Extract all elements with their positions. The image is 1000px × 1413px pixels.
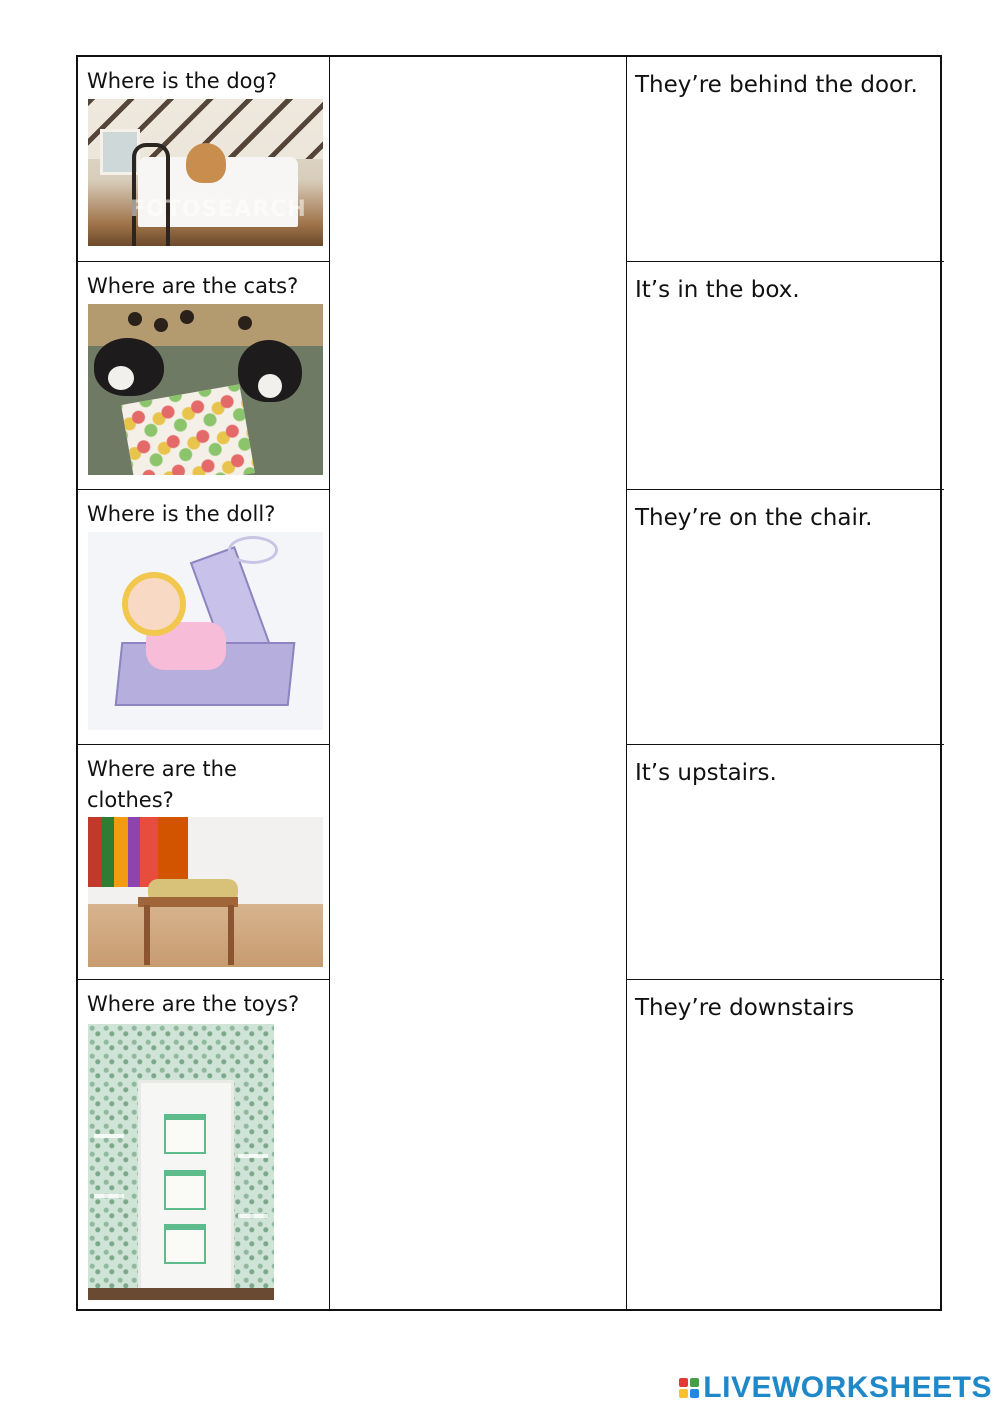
answer-text[interactable]: They’re downstairs bbox=[635, 995, 855, 1021]
column-divider-2 bbox=[626, 57, 627, 1309]
question-text: Where is the dog? bbox=[87, 69, 278, 93]
right-row-divider-2 bbox=[626, 489, 944, 490]
answer-text[interactable]: They’re behind the door. bbox=[635, 72, 918, 98]
question-cell-cats bbox=[78, 262, 329, 489]
question-text: Where are the clothes? bbox=[87, 757, 237, 812]
dog-bedroom-photo bbox=[88, 99, 323, 246]
answer-text[interactable]: They’re on the chair. bbox=[635, 505, 873, 531]
watermark: FOTOSEARCH bbox=[130, 197, 307, 222]
right-row-divider-4 bbox=[626, 979, 944, 980]
logo-text: LIVEWORKSHEETS bbox=[703, 1371, 992, 1404]
liveworksheets-logo bbox=[679, 1371, 992, 1405]
logo-grid-icon bbox=[679, 1378, 699, 1398]
question-text: Where is the doll? bbox=[87, 502, 276, 526]
doll-in-box-illustration bbox=[88, 532, 323, 730]
answer-text[interactable]: It’s in the box. bbox=[635, 277, 800, 303]
clothes-on-chair-photo bbox=[88, 817, 323, 967]
column-divider-1 bbox=[329, 57, 330, 1309]
right-row-divider-3 bbox=[626, 744, 944, 745]
question-text: Where are the cats? bbox=[87, 274, 299, 298]
question-cell-toys bbox=[78, 980, 329, 1311]
question-cell-clothes bbox=[78, 745, 329, 979]
toys-on-door-photo bbox=[88, 1024, 274, 1300]
right-row-divider-1 bbox=[626, 261, 944, 262]
question-cell-dog bbox=[78, 57, 329, 261]
question-cell-doll bbox=[78, 490, 329, 744]
worksheet-table bbox=[76, 55, 942, 1311]
answer-text[interactable]: It’s upstairs. bbox=[635, 760, 777, 786]
question-text: Where are the toys? bbox=[87, 992, 300, 1016]
cats-photo bbox=[88, 304, 323, 475]
